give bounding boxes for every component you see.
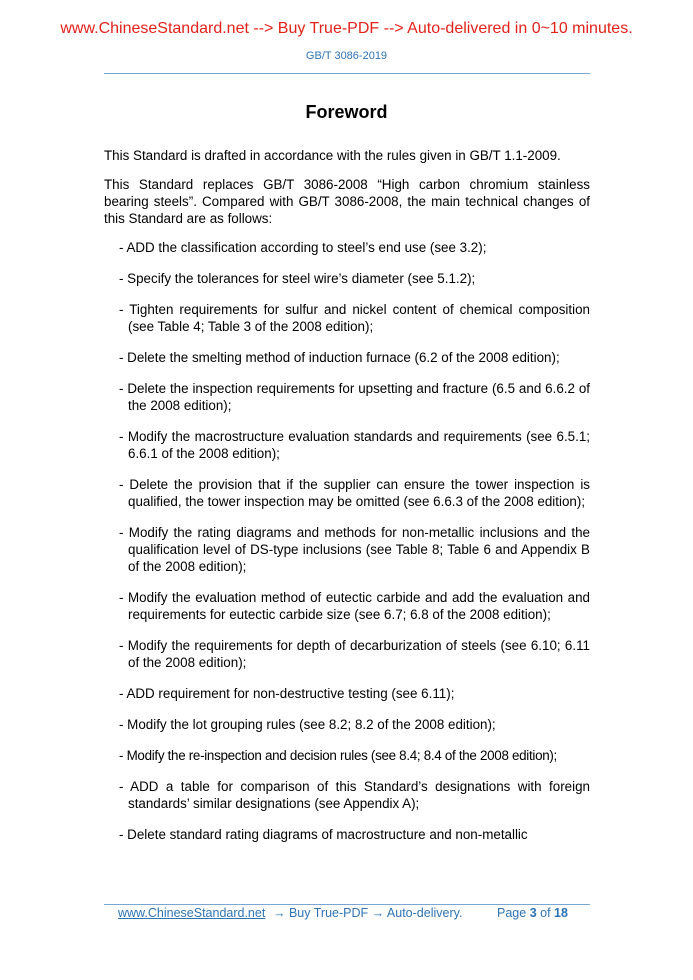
list-item: - Delete the provision that if the supplier can ensure the tower inspection is qualified, the tower inspection may be omitted (see 6.6.3 of the 2008 edition); (119, 477, 590, 509)
page-title: Foreword (305, 102, 388, 122)
list-item: - Specify the tolerances for steel wire’s diameter (see 5.1.2); (119, 271, 476, 286)
list-item: - ADD requirement for non-destructive testing (see 6.11); (119, 686, 455, 701)
document-body (104, 147, 590, 843)
footer-promo-text: → Buy True-PDF → Auto-delivery. (273, 906, 463, 920)
list-item: - Delete standard rating diagrams of macrostructure and non-metallic (119, 827, 528, 842)
list-item: - Modify the lot grouping rules (see 8.2; 8.2 of the 2008 edition); (119, 717, 496, 732)
list-item: - Modify the re-inspection and decision rules (see 8.4; 8.4 of the 2008 edition); (119, 748, 557, 763)
intro-paragraph: This Standard is drafted in accordance with the rules given in GB/T 1.1-2009. (104, 148, 561, 163)
list-item: - Modify the rating diagrams and methods for non-metallic inclusions and the qualification level of DS-type inclusions (see Table 8; Table 6 and Appendix B of the 2008 edition); (119, 525, 590, 574)
list-item: - Tighten requirements for sulfur and nickel content of chemical composition (see Table 4; Table 3 of the 2008 edition); (119, 302, 590, 334)
changes-list (104, 239, 590, 843)
list-item: - ADD a table for comparison of this Standard’s designations with foreign standards’ similar designations (see Appendix A); (119, 779, 590, 811)
replacement-paragraph: This Standard replaces GB/T 3086-2008 “High carbon chromium stainless bearing steels”. Compared with GB/T 3086-2008, the main technical changes of this Standard are as follows: (104, 177, 590, 226)
header-divider (104, 73, 590, 74)
list-item: - ADD the classification according to steel’s end use (see 3.2); (119, 240, 487, 255)
current-page-number: 3 (529, 906, 537, 920)
list-item: - Delete the inspection requirements for upsetting and fracture (6.5 and 6.6.2 of the 2008 edition); (119, 381, 590, 413)
promo-banner[interactable]: www.ChineseStandard.net --> Buy True-PDF --> Auto-delivered in 0~10 minutes. (60, 20, 633, 37)
footer-site-link[interactable]: www.ChineseStandard.net (118, 906, 266, 920)
list-item: - Delete the smelting method of induction furnace (6.2 of the 2008 edition); (119, 350, 560, 365)
list-item: - Modify the macrostructure evaluation standards and requirements (see 6.5.1; 6.6.1 of the 2008 edition); (119, 429, 590, 461)
page-label: Page (497, 906, 527, 920)
list-item: - Modify the evaluation method of eutectic carbide and add the evaluation and requirements for eutectic carbide size (see 6.7; 6.8 of the 2008 edition); (119, 590, 590, 622)
standard-code-header: GB/T 3086-2019 (305, 50, 388, 62)
page-of-label: of (540, 906, 551, 920)
page-indicator (497, 906, 568, 920)
list-item: - Modify the requirements for depth of decarburization of steels (see 6.10; 6.11 of the 2008 edition); (119, 638, 590, 670)
footer-divider (104, 904, 590, 905)
total-pages-number: 18 (554, 906, 568, 920)
